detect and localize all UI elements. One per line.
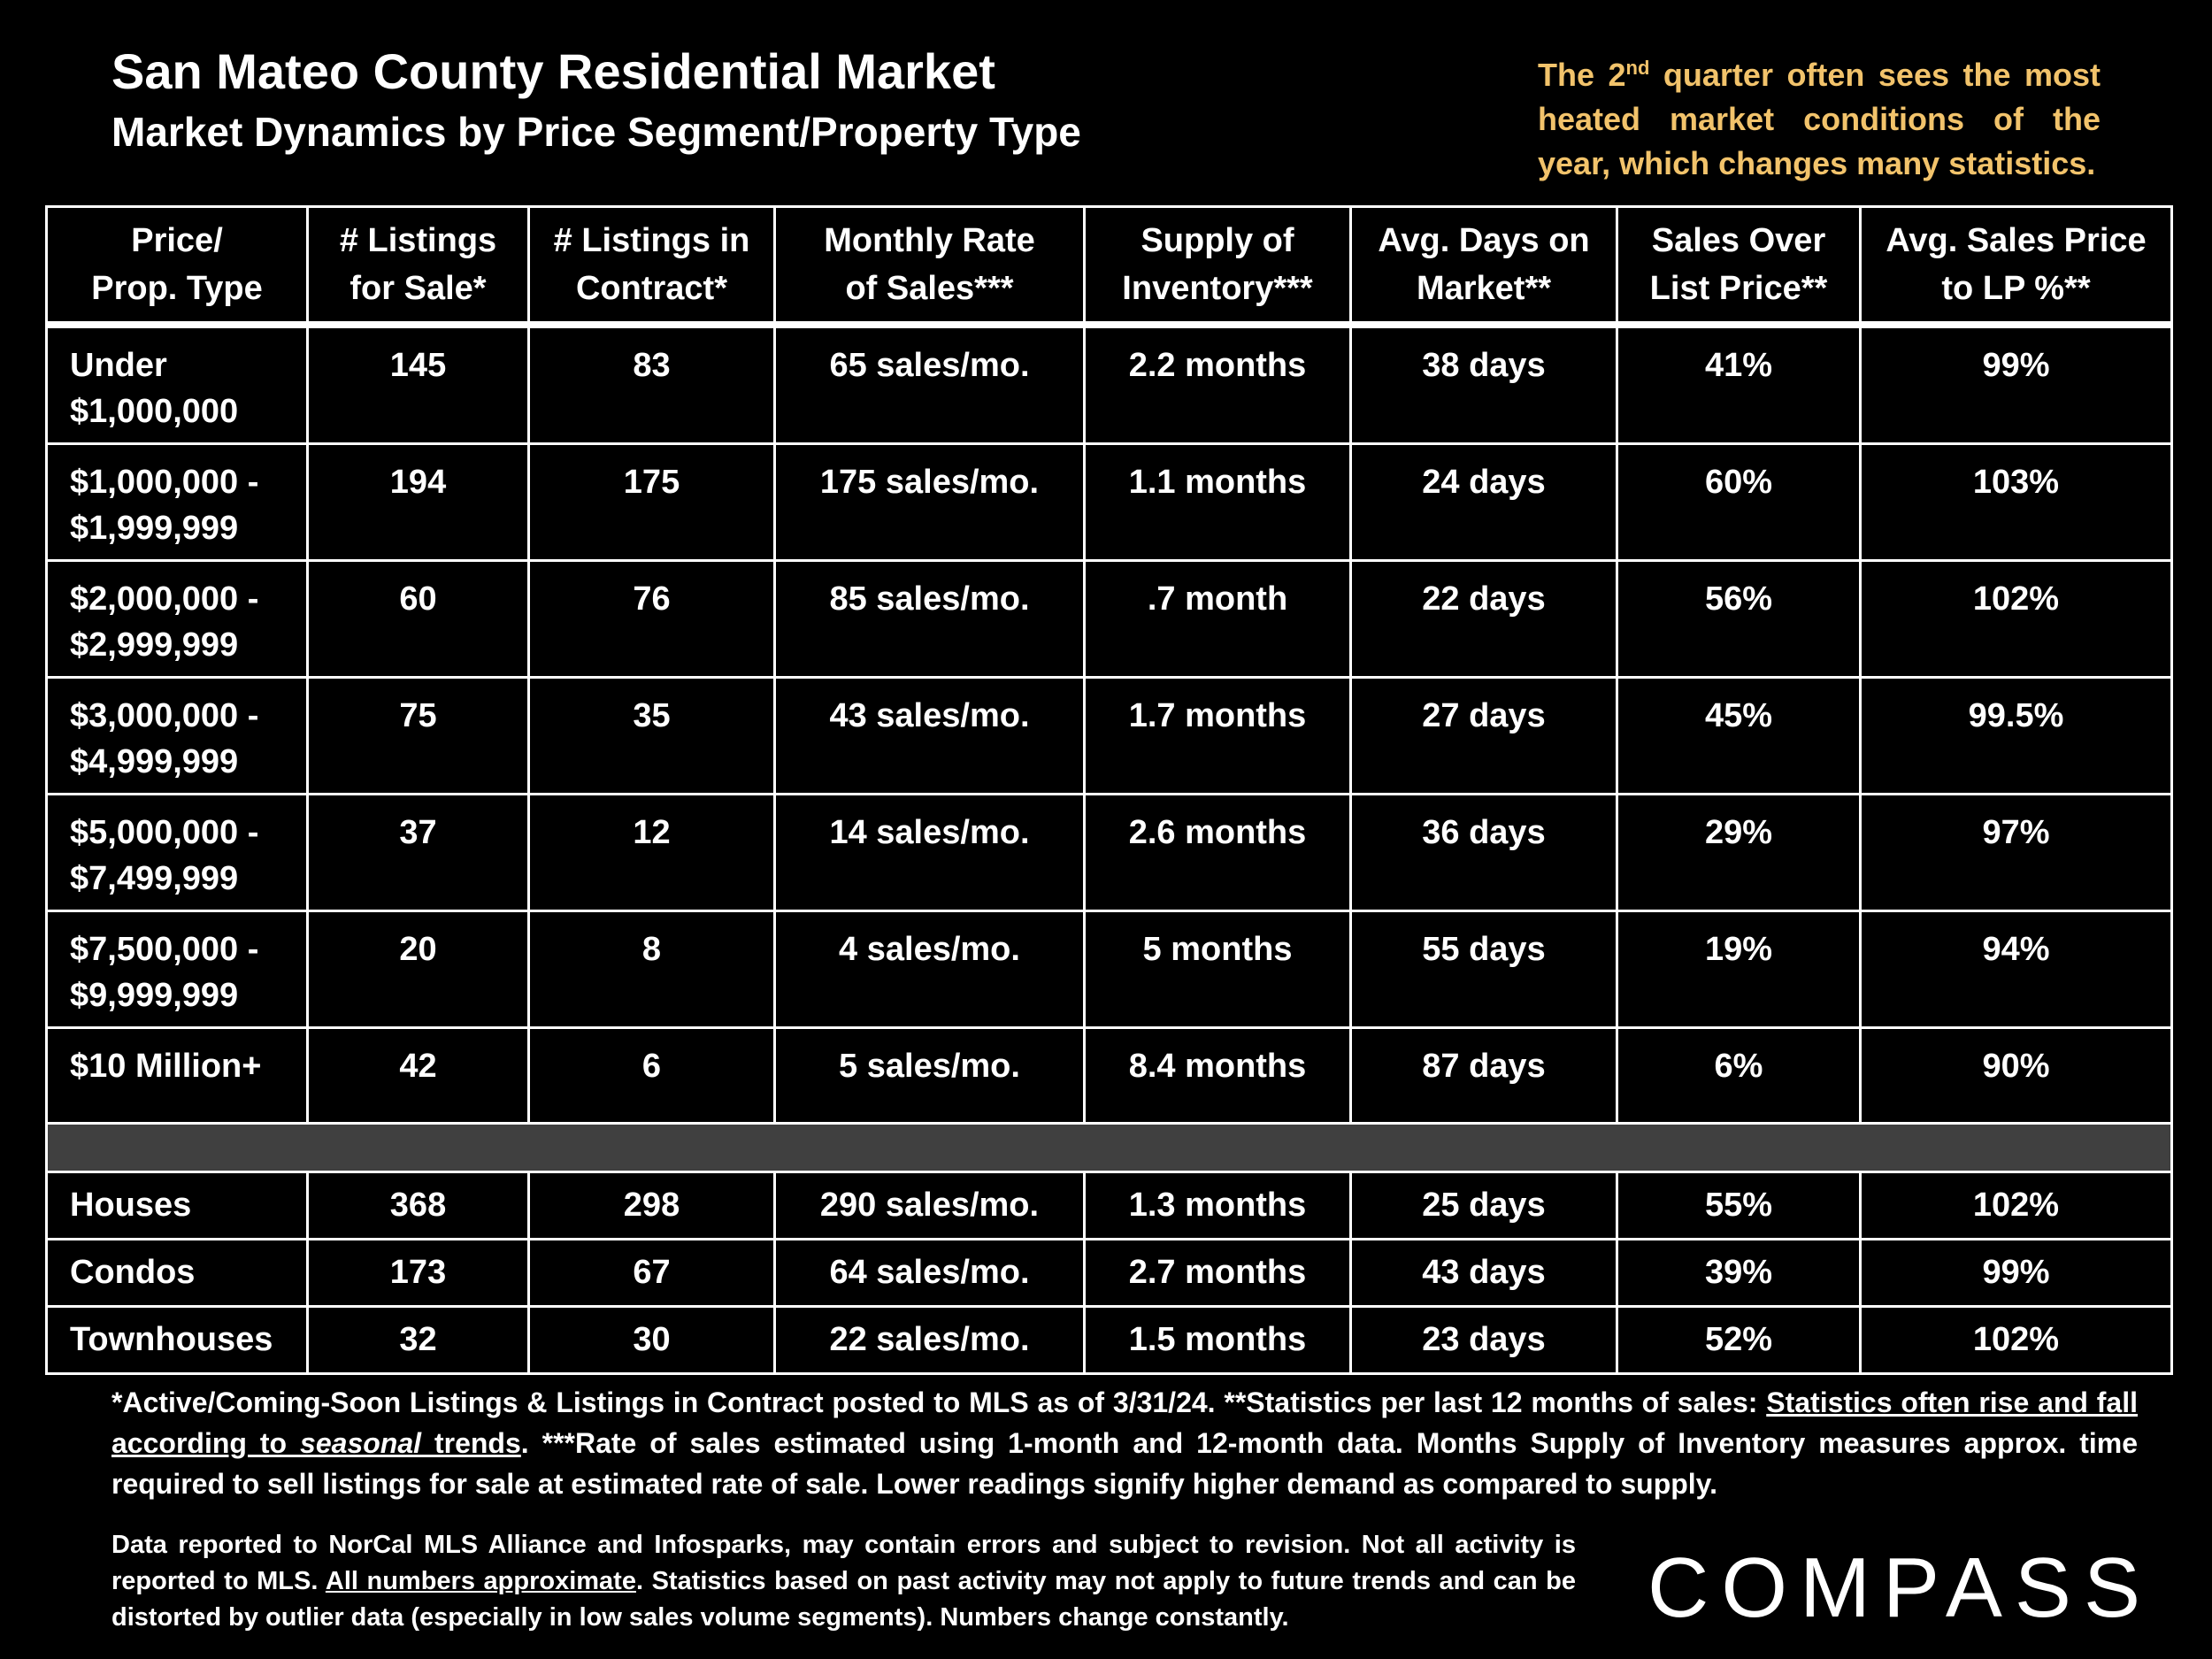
table-cell: 37 [308,795,529,911]
table-cell: Under $1,000,000 [47,325,308,444]
table-cell: 43 days [1351,1240,1617,1307]
seasonal-note: The 2nd quarter often sees the most heated market conditions of the year, which changes many statistics. [1538,57,2101,181]
table-cell: Houses [47,1172,308,1240]
table-cell: 83 [529,325,775,444]
table-cell: 368 [308,1172,529,1240]
table-row [47,1028,2172,1124]
column-header: # Listings for Sale* [308,207,529,326]
table-row [47,444,2172,561]
table-cell: 1.7 months [1085,678,1351,795]
separator-bar [47,1124,2172,1172]
table-cell: 38 days [1351,325,1617,444]
column-header: # Listings in Contract* [529,207,775,326]
compass-logo: COMPASS [1647,1540,2153,1635]
table-cell: 14 sales/mo. [775,795,1085,911]
table-cell: 42 [308,1028,529,1124]
table-row [47,911,2172,1028]
table-cell: 1.1 months [1085,444,1351,561]
table-cell: 52% [1617,1307,1861,1374]
table-cell: 99% [1861,325,2172,444]
table-row [47,561,2172,678]
table-cell: 22 days [1351,561,1617,678]
table-cell: 298 [529,1172,775,1240]
column-header: Avg. Sales Price to LP %** [1861,207,2172,326]
table-cell: 2.7 months [1085,1240,1351,1307]
footnote-disclaimer: Data reported to NorCal MLS Alliance and Infosparks, may contain errors and subject to revision. Not all activity is reported to MLS. All numbers approximate. Statistics based on past activity may not apply to future trends and can be distorted by outlier data (especially in low sales volume segments). Numbers change constantly. [111,1531,1576,1632]
table-cell: 175 sales/mo. [775,444,1085,561]
table-cell: 6% [1617,1028,1861,1124]
table-cell: $3,000,000 - $4,999,999 [47,678,308,795]
table-cell: $2,000,000 - $2,999,999 [47,561,308,678]
table-row [47,1240,2172,1307]
table-cell: 194 [308,444,529,561]
table-cell: Condos [47,1240,308,1307]
table-cell: $7,500,000 - $9,999,999 [47,911,308,1028]
table-cell: 55 days [1351,911,1617,1028]
separator-row [47,1124,2172,1172]
table-cell: 173 [308,1240,529,1307]
table-cell: 97% [1861,795,2172,911]
table-cell: 75 [308,678,529,795]
table-cell: 5 sales/mo. [775,1028,1085,1124]
table-cell: 22 sales/mo. [775,1307,1085,1374]
table-cell: 103% [1861,444,2172,561]
table-cell: 67 [529,1240,775,1307]
table-cell: 43 sales/mo. [775,678,1085,795]
table-cell: 85 sales/mo. [775,561,1085,678]
table-cell: 56% [1617,561,1861,678]
table-cell: $5,000,000 - $7,499,999 [47,795,308,911]
table-cell: 1.3 months [1085,1172,1351,1240]
column-header: Sales Over List Price** [1617,207,1861,326]
table-cell: 145 [308,325,529,444]
column-header: Price/ Prop. Type [47,207,308,326]
table-cell: 60% [1617,444,1861,561]
table-cell: 102% [1861,561,2172,678]
table-cell: 32 [308,1307,529,1374]
table-cell: 25 days [1351,1172,1617,1240]
table-cell: 27 days [1351,678,1617,795]
table-cell: 41% [1617,325,1861,444]
table-cell: 1.5 months [1085,1307,1351,1374]
table-cell: $10 Million+ [47,1028,308,1124]
table-cell: 94% [1861,911,2172,1028]
table-cell: 12 [529,795,775,911]
table-cell: 2.6 months [1085,795,1351,911]
table-cell: 64 sales/mo. [775,1240,1085,1307]
header-row [47,207,2172,326]
table-cell: 24 days [1351,444,1617,561]
table-row [47,1307,2172,1374]
table-cell: 8.4 months [1085,1028,1351,1124]
table-row [47,325,2172,444]
table-cell: 90% [1861,1028,2172,1124]
table-cell: 102% [1861,1172,2172,1240]
table-cell: 87 days [1351,1028,1617,1124]
table-cell: 175 [529,444,775,561]
table-cell: 99.5% [1861,678,2172,795]
table-cell: Townhouses [47,1307,308,1374]
table-cell: 290 sales/mo. [775,1172,1085,1240]
table-cell: 35 [529,678,775,795]
table-row [47,678,2172,795]
table-cell: 8 [529,911,775,1028]
table-cell: 36 days [1351,795,1617,911]
table-cell: $1,000,000 - $1,999,999 [47,444,308,561]
table-cell: 2.2 months [1085,325,1351,444]
table-cell: 60 [308,561,529,678]
table-cell: 30 [529,1307,775,1374]
table-cell: 39% [1617,1240,1861,1307]
table-row [47,795,2172,911]
column-header: Monthly Rate of Sales*** [775,207,1085,326]
table-cell: 76 [529,561,775,678]
table-cell: 19% [1617,911,1861,1028]
footnote-statistics: *Active/Coming-Soon Listings & Listings in Contract posted to MLS as of 3/31/24. **Statistics per last 12 months of sales: Statistics often rise and fall according to seasonal trends. ***Rate of sales estimated using 1-month and 12-month data. Months Supply of Inventory measures approx. time required to sell listings for sale at estimated rate of sale. Lower readings signify higher demand as compared to supply. [111,1386,2139,1500]
table-cell: 23 days [1351,1307,1617,1374]
table-cell: 65 sales/mo. [775,325,1085,444]
market-dynamics-table [45,205,2173,1375]
table-cell: 99% [1861,1240,2172,1307]
table-cell: 4 sales/mo. [775,911,1085,1028]
page-title: San Mateo County Residential Market [111,43,995,99]
column-header: Supply of Inventory*** [1085,207,1351,326]
table-cell: 102% [1861,1307,2172,1374]
table-cell: 29% [1617,795,1861,911]
table-cell: 45% [1617,678,1861,795]
page-subtitle: Market Dynamics by Price Segment/Property Type [111,109,1081,155]
table-cell: .7 month [1085,561,1351,678]
table-cell: 55% [1617,1172,1861,1240]
table-cell: 20 [308,911,529,1028]
table-row [47,1172,2172,1240]
column-header: Avg. Days on Market** [1351,207,1617,326]
table-cell: 6 [529,1028,775,1124]
table-cell: 5 months [1085,911,1351,1028]
